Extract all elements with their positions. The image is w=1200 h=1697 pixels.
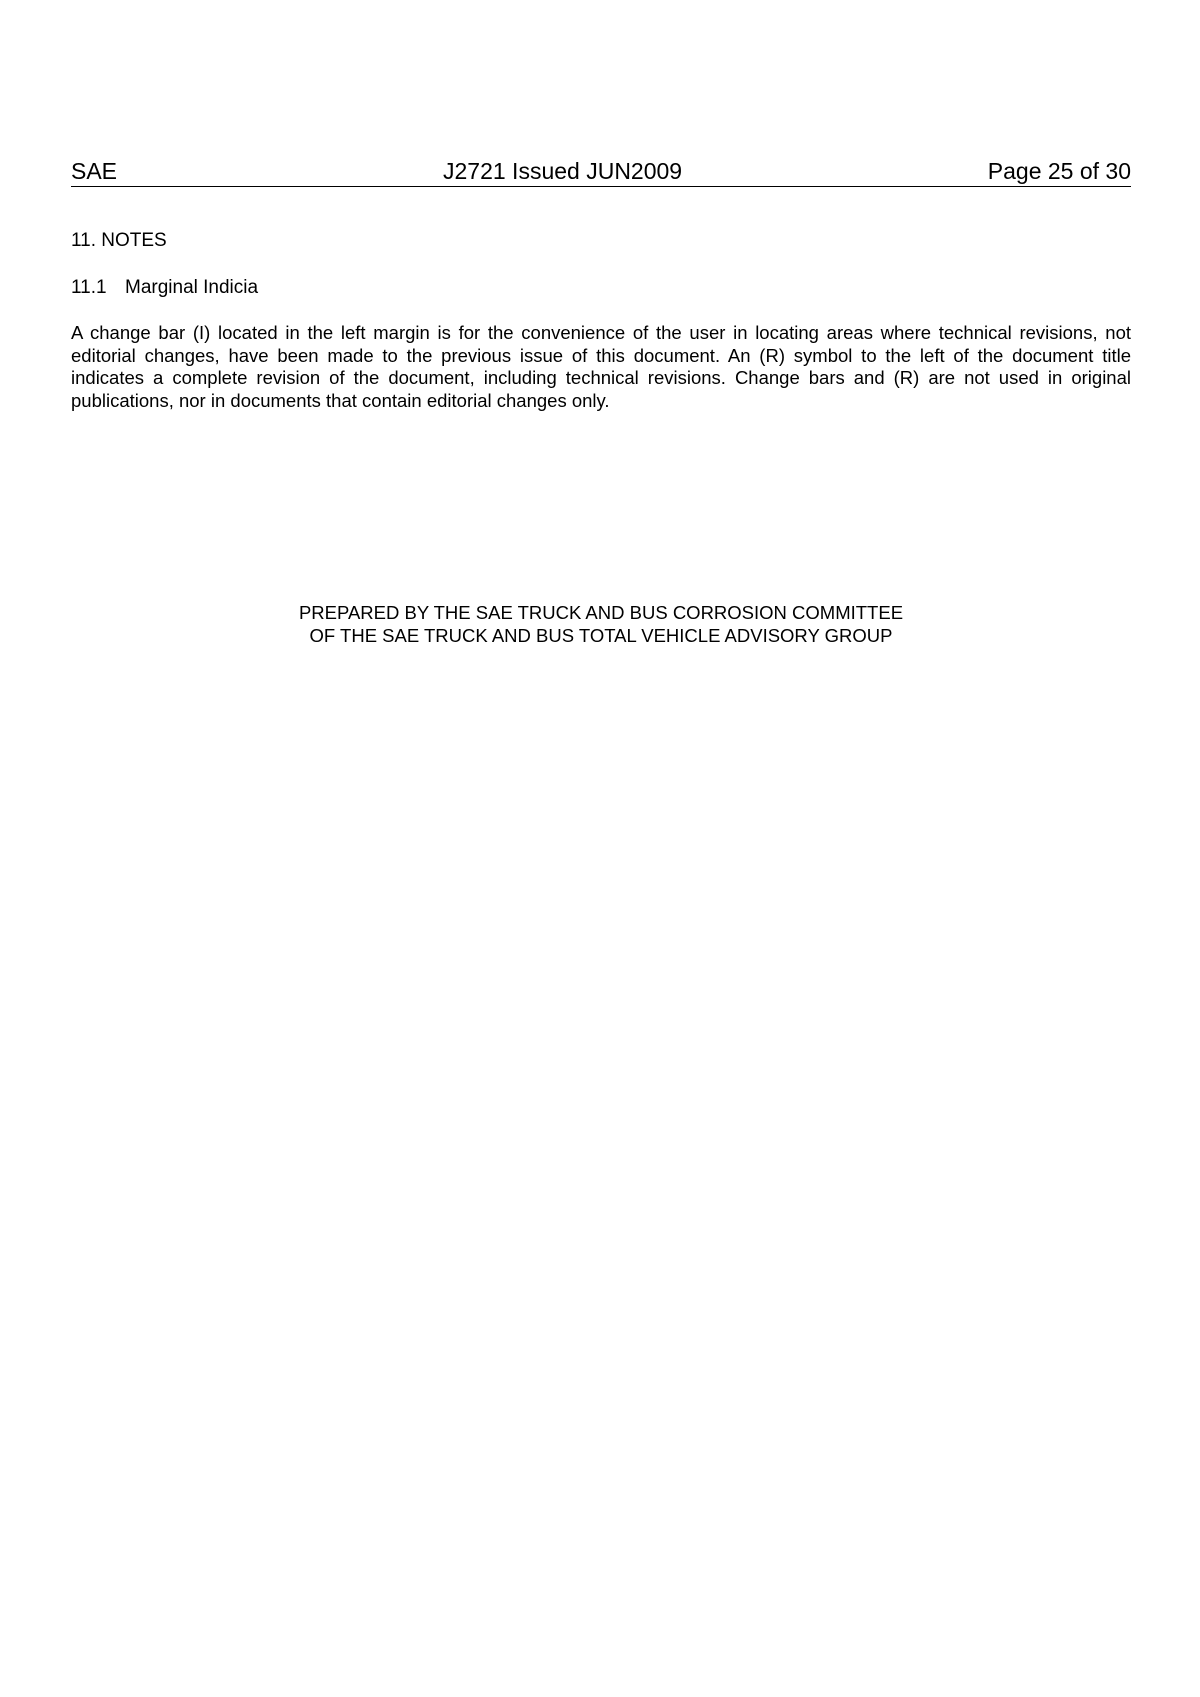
- prepared-by-block: [71, 601, 1131, 647]
- subsection-title: Marginal Indicia: [125, 277, 259, 298]
- prepared-by-line-1: PREPARED BY THE SAE TRUCK AND BUS CORROSION COMMITTEE: [298, 602, 904, 623]
- header-org: SAE: [71, 158, 118, 184]
- header-document-id: J2721 Issued JUN2009: [443, 158, 683, 184]
- body-paragraph: A change bar (I) located in the left margin is for the convenience of the user in locating areas where technical revisions, not editorial changes, have been made to the previous issue of this document. An (R) symbol to the left of the document title indicates a complete revision of the document, including technical revisions. Change bars and (R) are not used in original publications, nor in documents that contain editorial changes only.: [71, 322, 1131, 411]
- subsection-number: 11.1: [71, 277, 107, 298]
- page-header: [71, 156, 1131, 187]
- header-page-number: Page 25 of 30: [987, 158, 1131, 184]
- section-heading: 11. NOTES: [71, 230, 167, 251]
- subsection-heading: [71, 276, 258, 300]
- prepared-by-line-2: OF THE SAE TRUCK AND BUS TOTAL VEHICLE ADVISORY GROUP: [309, 625, 893, 646]
